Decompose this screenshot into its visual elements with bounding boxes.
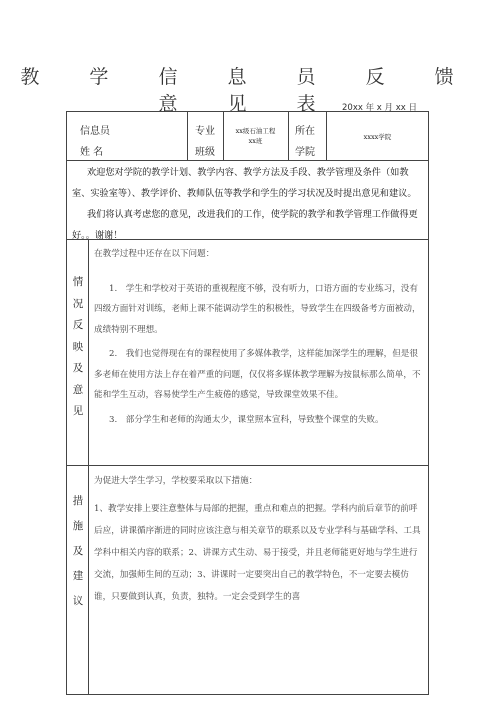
section1-label-char: 况 (72, 297, 84, 310)
col-divider-3 (288, 111, 289, 160)
section2-label (67, 489, 89, 614)
row-divider-section1 (66, 465, 429, 466)
section2-label-char: 建 (72, 570, 84, 582)
section2-label-char: 施 (72, 520, 84, 532)
form-date: 20xx 年 x 月 xx 日 (342, 103, 417, 113)
info-label-line1: 信息员 (80, 126, 110, 137)
intro-line1: 欢迎您对学院的教学计划、教学内容、教学方法及手段、教学管理及条件（如教室、实验室等）、教学评价、教师队伍等教学和学生的学习状况及时提出意见和建议。 (72, 167, 417, 199)
major-label-line1: 专业 (195, 126, 215, 137)
college-value: xxxx学院 (363, 133, 392, 141)
section2-label-char: 措 (72, 495, 84, 507)
section1-item-2: 2. 我们也觉得现在有的课程使用了多媒体教学，这样能加深学生的理解，但是很多老师在使用方法上存在着严重的问题，仅仅将多媒体教学理解为按鼠标那么简单，不能和学生互动，容易使学生产生疲倦的感觉，导致课堂效果不佳。 (94, 349, 421, 400)
section1-label-char: 映 (72, 340, 84, 353)
college-label-line2: 学院 (295, 147, 315, 158)
info-label-line2: 姓 名 (80, 147, 104, 158)
class-value (223, 126, 288, 146)
intro-text (72, 162, 426, 246)
section1-content (94, 244, 424, 430)
section2-heading: 为促进大学生学习，学校要采取以下措施： (94, 476, 258, 486)
col-divider-1 (187, 111, 188, 160)
row-divider-header (66, 160, 429, 161)
section1-item-1: 1. 学生和学校对于英语的重视程度不够，没有听力，口语方面的专业练习，没有四级方面针对训练，老师上课不能调动学生的积极性，导致学生在四级备考方面被动，成绩特别不理想。 (94, 283, 421, 335)
section1-label (67, 272, 89, 423)
section2-label-char: 及 (72, 545, 84, 557)
intro-line2: 我们将认真考虑您的意见，改进我们的工作，使学院的教学和教学管理工作做得更好。。谢谢！ (72, 209, 418, 241)
college-label-line1: 所在 (295, 126, 315, 137)
major-label-line2: 班级 (195, 147, 215, 158)
class-value-line2: xx班 (248, 137, 263, 145)
page-title: 教 学 信 息 员 反 馈 意 见 表 (20, 66, 476, 115)
section1-label-char: 见 (72, 405, 84, 417)
section2-body: 1、教学安排上要注意整体与局部的把握，重点和难点的把握。学科内前后章节的前呼后应，讲课循序渐进的同时应该注意与相关章节的联系以及专业学科与基础学科、工具学科中相关内容的联系；2、讲课方式生动、易于接受，并且老师能更好地与学生进行交流，加强师生间的互动；3、讲课时一定要突出自己的教学特色，不一定要去模仿谁，只要做到认真，负责，独特。一定会受到学生的喜 (94, 504, 421, 602)
section2-label-char: 议 (72, 595, 84, 607)
section1-label-char: 反 (72, 319, 84, 331)
class-value-line1: xx级石油工程 (235, 127, 276, 135)
section1-label-char: 及 (72, 362, 84, 374)
section2-content (94, 470, 424, 608)
section1-item-3: 3. 部分学生和老师的沟通太少，课堂照本宣科，导致整个课堂的失败。 (109, 414, 384, 425)
section1-heading: 在教学过程中还存在以下问题： (94, 249, 215, 259)
section1-label-char: 意 (72, 383, 84, 396)
section1-label-char: 情 (72, 276, 84, 288)
